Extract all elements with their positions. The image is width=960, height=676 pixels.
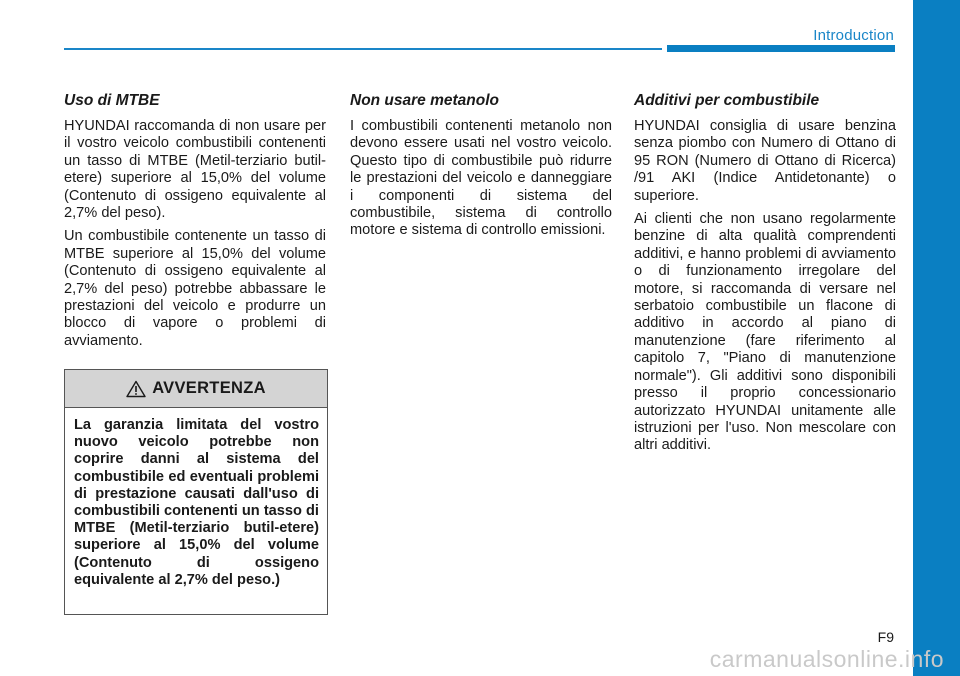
paragraph: Un combustibile contenente un tasso di MTBE superiore al 15,0% del volume (Contenuto di ossigeno equivalente al 2,7% del peso) potrebbe abbassare le prestazioni del veicolo e produrre un blocco di vapore o problemi di avviamento. [64, 228, 326, 349]
warning-title: AVVERTENZA [152, 379, 266, 397]
heading-additivi: Additivi per combustibile [634, 92, 820, 109]
header-rule [64, 48, 662, 50]
header-rule-accent [667, 45, 895, 52]
heading-mtbe: Uso di MTBE [64, 92, 160, 109]
warning-header [65, 370, 327, 408]
warning-triangle-icon [126, 380, 146, 398]
warning-box [64, 369, 328, 615]
column-mtbe [64, 92, 326, 356]
column-additivi [634, 92, 896, 461]
paragraph: I combustibili contenenti metanolo non devono essere usati nel vostro veicolo. Questo tipo di combustibile può ridurre le prestazioni del veicolo e danneggiare i componenti di sistema del combustibile, sistema di controllo motore e sistema di controllo emissioni. [350, 118, 612, 239]
heading-metanolo: Non usare metanolo [350, 92, 499, 109]
paragraph: HYUNDAI raccomanda di non usare per il vostro veicolo combustibili contenenti un tasso di MTBE (Metil-terziario butil-etere) superiore al 15,0% del volume (Contenuto di ossigeno equivalente al 2,7% del peso). [64, 118, 326, 222]
warning-text: La garanzia limitata del vostro nuovo veicolo potrebbe non coprire danni al sistema del combustibile ed eventuali problemi di prestazione causati dall'uso di combustibili contenenti un tasso di MTBE (Metil-terziario butil-etere) superiore al 15,0% del volume (Contenuto di ossigeno equivalente al 2,7% del peso.) [74, 417, 319, 588]
paragraph: HYUNDAI consiglia di usare benzina senza piombo con Numero di Ottano di 95 RON (Numero di Ottano di Ricerca) /91 AKI (Indice Antidetonante) o superiore. [634, 118, 896, 204]
watermark: carmanualsonline.info [709, 646, 944, 672]
paragraph: Ai clienti che non usano regolarmente benzine di alta qualità comprendenti additivi, e hanno problemi di avviamento o di funzionamento irregolare del motore, si raccomanda di versare nel serbatoio combustibile un flacone di additivo in accordo al piano di manutenzione (fare riferimento al capitolo 7, "Piano di manutenzione normale"). Gli additivi sono disponibili presso il proprio concessionario autorizzato HYUNDAI unitamente alle istruzioni per l'uso. Non mescolare con altri additivi. [634, 211, 896, 454]
column-metanolo [350, 92, 612, 246]
page-number: F9 [877, 629, 894, 645]
section-title: Introduction [813, 27, 894, 44]
chapter-side-tab [913, 0, 960, 676]
